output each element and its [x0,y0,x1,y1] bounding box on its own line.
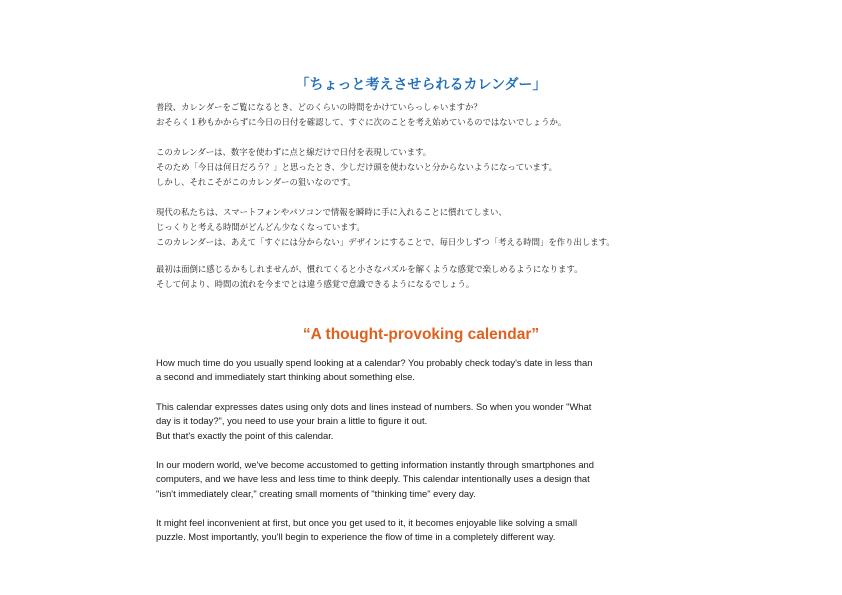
ja-line: そして何より、時間の流れを今までとは違う感覚で意識できるようになるでしょう。 [156,279,475,289]
en-line: This calendar expresses dates using only dots and lines instead of numbers. So when you wonder "What [156,401,592,412]
en-line: a second and immediately start thinking about something else. [156,371,416,383]
en-line: day is it today?", you need to use your brain a little to figure it out. [156,415,428,427]
en-paragraph-3 [156,458,696,501]
ja-paragraph-4 [156,262,696,292]
en-line: computers, and we have less and less time to think deeply. This calendar intentionally uses a design that [156,473,590,485]
en-line: In our modern world, we've become accustomed to getting information instantly through smartphones and [156,459,594,470]
ja-paragraph-1 [156,100,696,130]
en-line: "isn't immediately clear," creating small moments of "thinking time" every day. [156,487,476,499]
ja-line: じっくりと考える時間がどんどん少なくなっています。 [156,222,365,232]
en-line: It might feel inconvenient at first, but once you get used to it, it becomes enjoyable like solving a small [156,517,578,528]
ja-paragraph-3 [156,205,696,250]
en-line: puzzle. Most importantly, you'll begin to experience the flow of time in a completely different way. [156,531,556,543]
en-line: But that's exactly the point of this calendar. [156,429,334,441]
english-title: “A thought-provoking calendar” [302,326,540,343]
en-paragraph-2 [156,400,696,443]
en-paragraph-4 [156,516,696,545]
ja-paragraph-2 [156,145,696,190]
ja-line: このカレンダーは、数字を使わずに点と線だけで日付を表現しています。 [156,147,432,157]
ja-line: しかし、それこそがこのカレンダーの狙いなのです。 [156,177,356,187]
ja-line: そのため「今日は何日だろう？」と思ったとき、少しだけ頭を使わないと分からないようになっています。 [156,162,557,172]
ja-line: 現代の私たちは、スマートフォンやパソコンで情報を瞬時に手に入れることに慣れてしまい、 [156,207,507,217]
ja-line: 最初は面倒に感じるかもしれませんが、慣れてくると小さなパズルを解くような感覚で楽しめるようになります。 [156,264,583,274]
en-line: How much time do you usually spend looking at a calendar? You probably check today's date in less than [156,357,593,368]
ja-line: 普段、カレンダーをご覧になるとき、どのくらいの時間をかけていらっしゃいますか？ [156,102,482,112]
japanese-title: 「ちょっと考えさせられるカレンダー」 [295,77,547,93]
ja-line: このカレンダーは、あえて「すぐには分からない」デザインにすることで、毎日少しずつ「考える時間」を作り出します。 [156,237,615,247]
ja-line: おそらく１秒もかからずに今日の日付を確認して、すぐに次のことを考え始めているのではないでしょうか。 [156,117,567,127]
en-paragraph-1 [156,356,696,385]
